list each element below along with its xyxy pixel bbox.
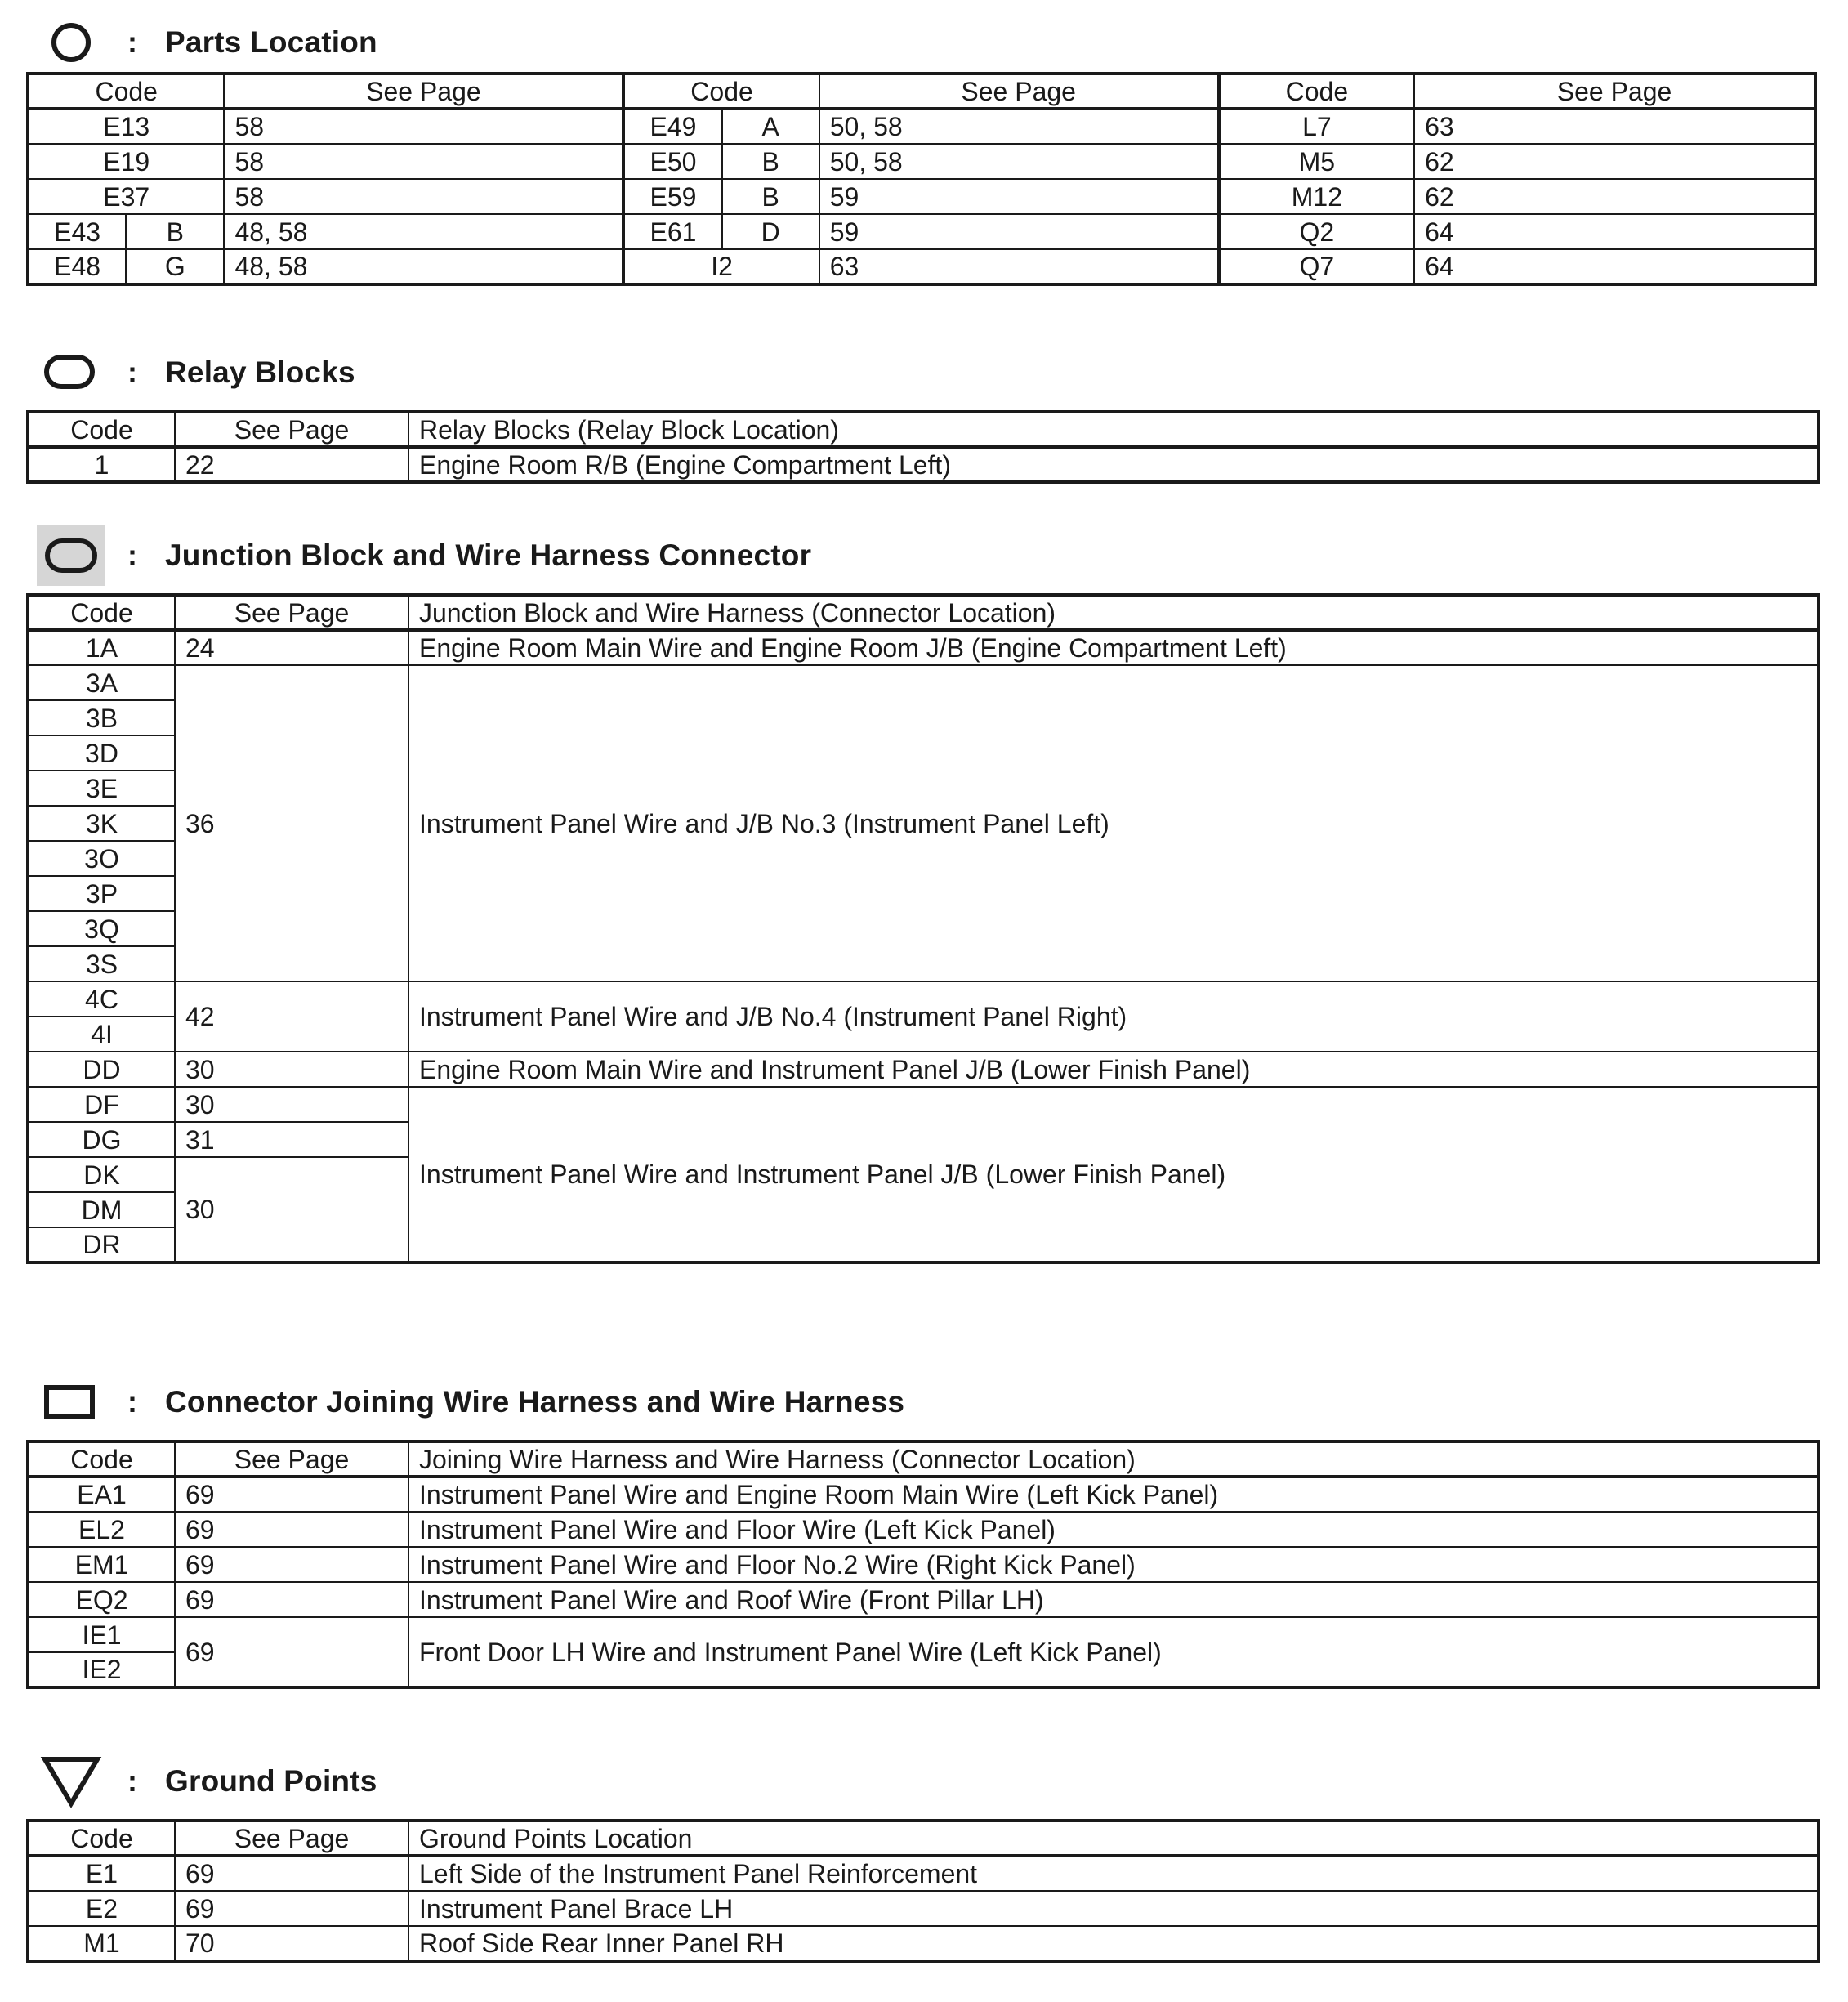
header-see-page: See Page (224, 74, 623, 109)
section-colon: : (127, 355, 137, 389)
shaded-rounded-rect-icon (26, 523, 116, 588)
page-cell: 69 (175, 1547, 408, 1582)
table-row (28, 214, 1815, 249)
header-see-page: See Page (175, 412, 408, 447)
header-code: Code (623, 74, 819, 109)
location-cell: Front Door LH Wire and Instrument Panel Wire (Left Kick Panel) (408, 1617, 1819, 1687)
code-cell: DR (28, 1227, 175, 1262)
code-cell: IE1 (28, 1617, 175, 1652)
page-cell: 36 (175, 665, 408, 981)
header-location: Ground Points Location (408, 1821, 1819, 1856)
table-row (28, 630, 1819, 665)
page-cell: 59 (819, 179, 1219, 214)
code-cell: E37 (28, 179, 224, 214)
page-cell: 62 (1414, 144, 1815, 179)
page-cell: 30 (175, 1157, 408, 1262)
code-cell: 3O (28, 841, 175, 876)
section-colon: : (127, 538, 137, 572)
location-cell: Roof Side Rear Inner Panel RH (408, 1926, 1819, 1961)
page-cell: 69 (175, 1617, 408, 1687)
code-cell: 3E (28, 771, 175, 806)
code-cell: DK (28, 1157, 175, 1192)
code-cell: DD (28, 1052, 175, 1087)
page-cell: 22 (175, 447, 408, 482)
page-cell: 63 (819, 249, 1219, 284)
code-cell: 3K (28, 806, 175, 841)
triangle-down-icon (26, 1749, 116, 1814)
location-cell: Engine Room Main Wire and Engine Room J/B (Engine Compartment Left) (408, 630, 1819, 665)
code-cell: E49 (623, 109, 721, 144)
page-cell: 30 (175, 1052, 408, 1087)
code-cell: E50 (623, 144, 721, 179)
code-cell: DF (28, 1087, 175, 1122)
table-row (28, 109, 1815, 144)
code-cell: 1A (28, 630, 175, 665)
header-see-page: See Page (1414, 74, 1815, 109)
section-title: Junction Block and Wire Harness Connector (165, 538, 812, 572)
section-colon: : (127, 25, 137, 59)
header-location: Junction Block and Wire Harness (Connector Location) (408, 595, 1819, 630)
table-row (28, 179, 1815, 214)
ground-points-table (26, 1819, 1820, 1963)
code-cell: E1 (28, 1856, 175, 1891)
page-cell: 50, 58 (819, 144, 1219, 179)
code-cell: 3Q (28, 911, 175, 946)
header-code: Code (1219, 74, 1414, 109)
header-see-page: See Page (175, 1441, 408, 1477)
header-see-page: See Page (175, 595, 408, 630)
page-cell: 64 (1414, 249, 1815, 284)
header-see-page: See Page (175, 1821, 408, 1856)
location-cell: Instrument Panel Wire and Instrument Panel J/B (Lower Finish Panel) (408, 1087, 1819, 1262)
page-cell: 70 (175, 1926, 408, 1961)
header-see-page: See Page (819, 74, 1219, 109)
page-cell: 59 (819, 214, 1219, 249)
junction-block-heading (26, 523, 811, 588)
table-row (28, 1477, 1819, 1512)
code-cell: Q7 (1219, 249, 1414, 284)
location-cell: Engine Room R/B (Engine Compartment Left) (408, 447, 1819, 482)
header-location: Joining Wire Harness and Wire Harness (Connector Location) (408, 1441, 1819, 1477)
location-cell: Instrument Panel Brace LH (408, 1891, 1819, 1926)
junction-block-table (26, 593, 1820, 1264)
code-cell: M1 (28, 1926, 175, 1961)
page-cell: 64 (1414, 214, 1815, 249)
table-row (28, 1582, 1819, 1617)
page-cell: 69 (175, 1856, 408, 1891)
code-cell: E13 (28, 109, 224, 144)
code-cell: E2 (28, 1891, 175, 1926)
relay-blocks-table (26, 410, 1820, 484)
code-cell: IE2 (28, 1652, 175, 1687)
table-header-row (28, 412, 1819, 447)
table-row (28, 1856, 1819, 1891)
code-cell: EL2 (28, 1512, 175, 1547)
code-cell: 3A (28, 665, 175, 700)
header-location: Relay Blocks (Relay Block Location) (408, 412, 1819, 447)
location-cell: Instrument Panel Wire and Roof Wire (Front Pillar LH) (408, 1582, 1819, 1617)
code-cell: E59 (623, 179, 721, 214)
connector-joining-table (26, 1440, 1820, 1689)
table-header-row (28, 74, 1815, 109)
code-cell: E19 (28, 144, 224, 179)
section-title: Ground Points (165, 1764, 377, 1798)
code-cell: EQ2 (28, 1582, 175, 1617)
code-cell: 3S (28, 946, 175, 981)
page-cell: 58 (224, 179, 623, 214)
location-cell: Instrument Panel Wire and J/B No.4 (Instrument Panel Right) (408, 981, 1819, 1052)
table-row (28, 1617, 1819, 1652)
table-row (28, 981, 1819, 1017)
table-header-row (28, 595, 1819, 630)
page-cell: 63 (1414, 109, 1815, 144)
code-cell: I2 (623, 249, 819, 284)
rounded-rect-icon (26, 340, 116, 405)
table-header-row (28, 1441, 1819, 1477)
page-cell: 69 (175, 1891, 408, 1926)
table-row (28, 1547, 1819, 1582)
code-cell: 3B (28, 700, 175, 735)
location-cell: Instrument Panel Wire and Floor No.2 Wire (Right Kick Panel) (408, 1547, 1819, 1582)
page-cell: 62 (1414, 179, 1815, 214)
sub-code-cell: G (126, 249, 224, 284)
page-cell: 50, 58 (819, 109, 1219, 144)
location-cell: Instrument Panel Wire and Floor Wire (Left Kick Panel) (408, 1512, 1819, 1547)
code-cell: L7 (1219, 109, 1414, 144)
code-cell: EM1 (28, 1547, 175, 1582)
ground-points-heading (26, 1749, 377, 1814)
sub-code-cell: B (126, 214, 224, 249)
page-cell: 42 (175, 981, 408, 1052)
section-colon: : (127, 1764, 137, 1798)
code-cell: M12 (1219, 179, 1414, 214)
table-row (28, 249, 1815, 284)
circle-icon (26, 10, 116, 75)
code-cell: 3D (28, 735, 175, 771)
page-cell: 31 (175, 1122, 408, 1157)
connector-joining-heading (26, 1370, 904, 1435)
page-cell: 69 (175, 1477, 408, 1512)
section-title: Parts Location (165, 25, 377, 59)
code-cell: M5 (1219, 144, 1414, 179)
table-row (28, 447, 1819, 482)
section-title: Connector Joining Wire Harness and Wire Harness (165, 1385, 905, 1419)
location-cell: Instrument Panel Wire and Engine Room Main Wire (Left Kick Panel) (408, 1477, 1819, 1512)
parts-location-heading (26, 10, 377, 75)
page-cell: 58 (224, 144, 623, 179)
page-cell: 48, 58 (224, 249, 623, 284)
section-colon: : (127, 1385, 137, 1419)
location-cell: Engine Room Main Wire and Instrument Panel J/B (Lower Finish Panel) (408, 1052, 1819, 1087)
code-cell: E48 (28, 249, 126, 284)
code-cell: 4I (28, 1017, 175, 1052)
page-cell: 24 (175, 630, 408, 665)
sub-code-cell: A (722, 109, 819, 144)
code-cell: 3P (28, 876, 175, 911)
table-row (28, 144, 1815, 179)
page-cell: 58 (224, 109, 623, 144)
code-cell: EA1 (28, 1477, 175, 1512)
sub-code-cell: B (722, 179, 819, 214)
page-cell: 69 (175, 1582, 408, 1617)
page-cell: 69 (175, 1512, 408, 1547)
square-icon (26, 1370, 116, 1435)
parts-location-table (26, 72, 1817, 286)
header-code: Code (28, 412, 175, 447)
code-cell: 4C (28, 981, 175, 1017)
relay-blocks-heading (26, 340, 355, 405)
table-row (28, 665, 1819, 700)
code-cell: Q2 (1219, 214, 1414, 249)
table-header-row (28, 1821, 1819, 1856)
table-row (28, 1926, 1819, 1961)
code-cell: 1 (28, 447, 175, 482)
header-code: Code (28, 1441, 175, 1477)
page-cell: 30 (175, 1087, 408, 1122)
code-cell: E43 (28, 214, 126, 249)
table-row (28, 1052, 1819, 1087)
page-cell: 48, 58 (224, 214, 623, 249)
header-code: Code (28, 1821, 175, 1856)
code-cell: DG (28, 1122, 175, 1157)
table-row (28, 1512, 1819, 1547)
table-row (28, 1891, 1819, 1926)
sub-code-cell: B (722, 144, 819, 179)
table-row (28, 1087, 1819, 1122)
code-cell: DM (28, 1192, 175, 1227)
section-title: Relay Blocks (165, 355, 355, 389)
location-cell: Instrument Panel Wire and J/B No.3 (Instrument Panel Left) (408, 665, 1819, 981)
header-code: Code (28, 74, 224, 109)
location-cell: Left Side of the Instrument Panel Reinforcement (408, 1856, 1819, 1891)
header-code: Code (28, 595, 175, 630)
sub-code-cell: D (722, 214, 819, 249)
code-cell: E61 (623, 214, 721, 249)
